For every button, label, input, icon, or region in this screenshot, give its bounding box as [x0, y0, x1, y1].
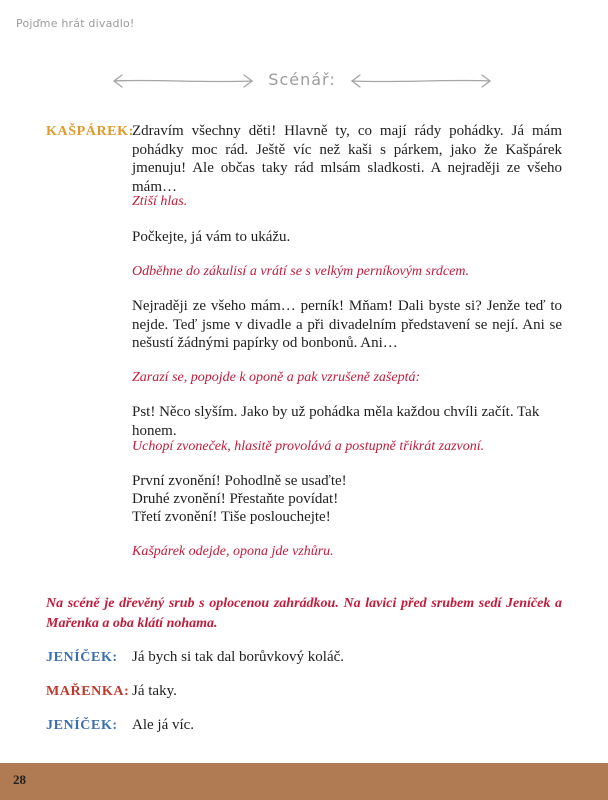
stage-direction-3: Zarazí se, popojde k oponě a pak vzrušeně zašeptá:: [132, 370, 421, 385]
page-number: 28: [13, 772, 26, 787]
stage-direction-2: Odběhne do zákulisí a vrátí se s velkým perníkovým srdcem.: [132, 264, 469, 279]
speaker-jenicek-2: JENÍČEK:: [46, 718, 118, 733]
dialogue-line-3: Ale já víc.: [132, 717, 195, 733]
kasparek-line-3: Nejraději ze všeho mám… perník! Mňam! Dali byste si? Jenže teď to nejde. Teď jsme v divadle a při divadelním představení se nejí. Ani se nešustí žádnými papírky od bonbonů. Ani…: [132, 298, 562, 351]
page-footer-bar: [0, 763, 608, 800]
dialogue-line-2: Já taky.: [132, 683, 177, 699]
kasparek-line-5a: První zvonění! Pohodlně se usaďte!: [132, 473, 347, 489]
kasparek-line-5b: Druhé zvonění! Přestaňte povídat!: [132, 491, 339, 507]
running-head: Pojďme hrát divadlo!: [16, 17, 135, 30]
kasparek-line-1: Zdravím všechny děti! Hlavně ty, co mají rády pohádky. Já mám pohádky moc rád. Ještě víc než kaši s párkem, jako že Kašpárek jmenuju! Ale občas taky rád mlsám sladkosti. A nejraději ze všeho mám…: [132, 123, 562, 195]
kasparek-line-4: Pst! Něco slyším. Jako by už pohádka měla každou chvíli začít. Tak honem.: [132, 404, 540, 439]
scene-note: Na scéně je dřevěný srub s oplocenou zahrádkou. Na lavici před srubem sedí Jeníček a Mařenka a oba klátí nohama.: [46, 596, 562, 631]
kasparek-line-2: Počkejte, já vám to ukážu.: [132, 229, 291, 245]
dialogue-line-1: Já bych si tak dal borůvkový koláč.: [132, 649, 345, 665]
stage-direction-4: Uchopí zvoneček, hlasitě provolává a postupně třikrát zazvoní.: [132, 439, 485, 454]
stage-direction-5: Kašpárek odejde, opona jde vzhůru.: [132, 544, 334, 559]
stage-direction-1: Ztiší hlas.: [132, 194, 188, 209]
section-header: [112, 67, 492, 95]
speaker-jenicek: JENÍČEK:: [46, 650, 118, 665]
speaker-marenka: MAŘENKA:: [46, 684, 130, 699]
kasparek-line-5c: Třetí zvonění! Tiše poslouchejte!: [132, 509, 331, 525]
right-arrow-ornament-icon: [350, 67, 492, 95]
speaker-kasparek: KAŠPÁREK:: [46, 124, 134, 139]
section-title: Scénář:: [268, 70, 336, 89]
